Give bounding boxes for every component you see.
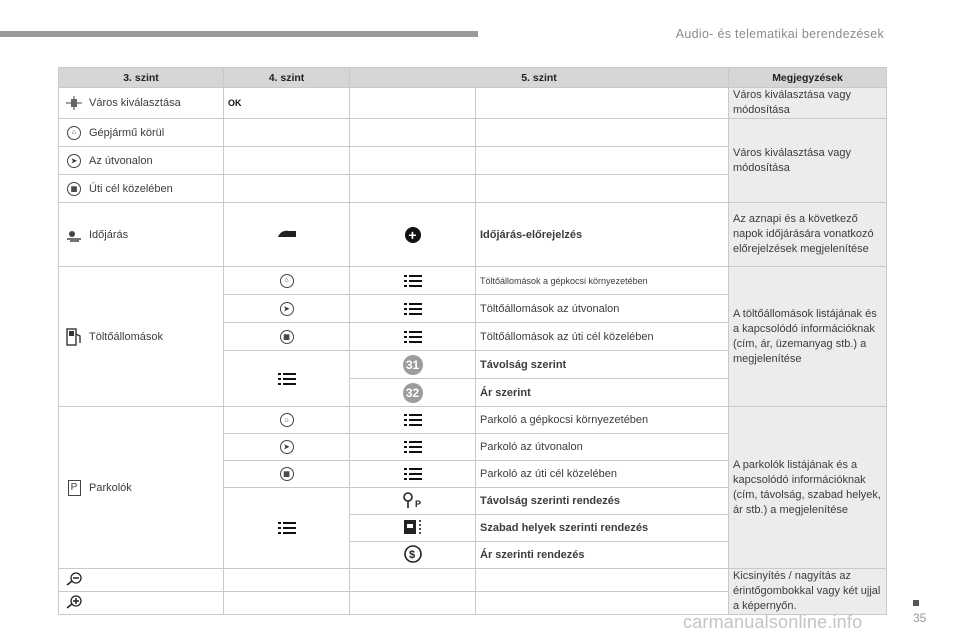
column-header: Megjegyzések (729, 68, 887, 88)
row-note: Az aznapi és a következő napok időjárására vonatkozó előrejelzések megjelenítése (729, 203, 887, 267)
weather-detail-icon[interactable] (277, 229, 297, 241)
table-row (59, 203, 887, 267)
table-row (59, 119, 887, 147)
row-label: Az útvonalon (89, 154, 153, 167)
level5-label: Ár szerinti rendezés (476, 542, 729, 569)
level5-label: Távolság szerinti rendezés (476, 488, 729, 515)
price-sort-icon[interactable] (404, 548, 422, 566)
weather-icon (63, 228, 85, 242)
menu-table (58, 67, 887, 615)
column-header: 5. szint (350, 68, 729, 88)
level5-label: Töltőállomások az útvonalon (476, 295, 729, 323)
destination-icon[interactable]: ▦ (280, 467, 294, 481)
row-label: Parkolók (89, 481, 132, 494)
row-label: Gépjármű körül (89, 126, 165, 139)
row-note: Kicsinyítés / nagyítás az érintőgombokkal vagy két ujjal a képernyőn. (729, 569, 887, 615)
svg-text:$: $ (408, 548, 415, 561)
list-icon[interactable] (404, 465, 422, 483)
row-note: A parkolók listájának és a kapcsolódó információknak (cím, távolság, szabad helyek, ár stb.) a megjelenítése (729, 407, 887, 569)
car-icon[interactable]: ⌂ (280, 274, 294, 288)
level5-label: Parkoló az úti cél közelében (476, 461, 729, 488)
free-spaces-sort-icon[interactable] (402, 527, 424, 539)
row-label: Város kiválasztása (89, 97, 181, 109)
row-note: Város kiválasztása vagy módosítása (729, 119, 887, 203)
sort-number-badge[interactable]: 32 (403, 383, 423, 403)
level5-label: Töltőállomások a gépkocsi környezetében (476, 267, 729, 295)
list-icon[interactable] (404, 300, 422, 318)
table-row (59, 267, 887, 295)
table-row (59, 407, 887, 434)
watermark: carmanualsonline.info (683, 612, 863, 632)
car-icon[interactable]: ⌂ (280, 413, 294, 427)
page-title: Audio- és telematikai berendezések (675, 27, 884, 41)
route-icon[interactable]: ➤ (280, 440, 294, 454)
column-header: 4. szint (224, 68, 350, 88)
car-icon: ⌂ (67, 126, 81, 140)
city-select-icon (63, 96, 85, 110)
row-label: Úti cél közelében (89, 182, 173, 195)
page-bullet (913, 600, 919, 606)
parking-icon: P (68, 480, 81, 496)
list-icon[interactable] (404, 272, 422, 290)
destination-icon[interactable]: ▦ (280, 330, 294, 344)
header-bar (0, 31, 478, 37)
list-icon[interactable] (278, 370, 296, 388)
level5-label: Parkoló az útvonalon (476, 434, 729, 461)
list-icon[interactable] (404, 438, 422, 456)
destination-icon: ▦ (67, 182, 81, 196)
fuel-station-icon (63, 328, 85, 346)
level5-label: Parkoló a gépkocsi környezetében (476, 407, 729, 434)
row-note: A töltőállomások listájának és a kapcsolódó információknak (cím, ár, üzemanyag stb.) a megjelenítése (729, 267, 887, 407)
svg-text:P: P (414, 498, 421, 509)
list-icon[interactable] (404, 411, 422, 429)
table-row (59, 88, 887, 119)
list-icon[interactable] (278, 519, 296, 537)
route-icon: ➤ (67, 154, 81, 168)
level5-label: Szabad helyek szerinti rendezés (476, 515, 729, 542)
zoom-out-icon[interactable] (63, 572, 85, 586)
page-number: 35 (913, 611, 927, 625)
route-icon[interactable]: ➤ (280, 302, 294, 316)
zoom-in-icon[interactable] (63, 595, 85, 609)
distance-sort-icon[interactable] (402, 500, 424, 512)
row-note: Város kiválasztása vagy módosítása (729, 88, 887, 119)
list-icon[interactable] (404, 328, 422, 346)
ok-button[interactable]: OK (228, 98, 242, 108)
row-label: Töltőállomások (89, 330, 163, 343)
level5-label: Töltőállomások az úti cél közelében (476, 323, 729, 351)
forecast-plus-icon[interactable]: + (405, 227, 421, 243)
table-row (59, 569, 887, 592)
table-header-row (59, 68, 887, 88)
sort-number-badge[interactable]: 31 (403, 355, 423, 375)
level5-label: Távolság szerint (476, 351, 729, 379)
row-label: Időjárás (89, 228, 129, 241)
column-header: 3. szint (59, 68, 224, 88)
level5-label: Ár szerint (476, 379, 729, 407)
level5-label: Időjárás-előrejelzés (476, 203, 729, 267)
